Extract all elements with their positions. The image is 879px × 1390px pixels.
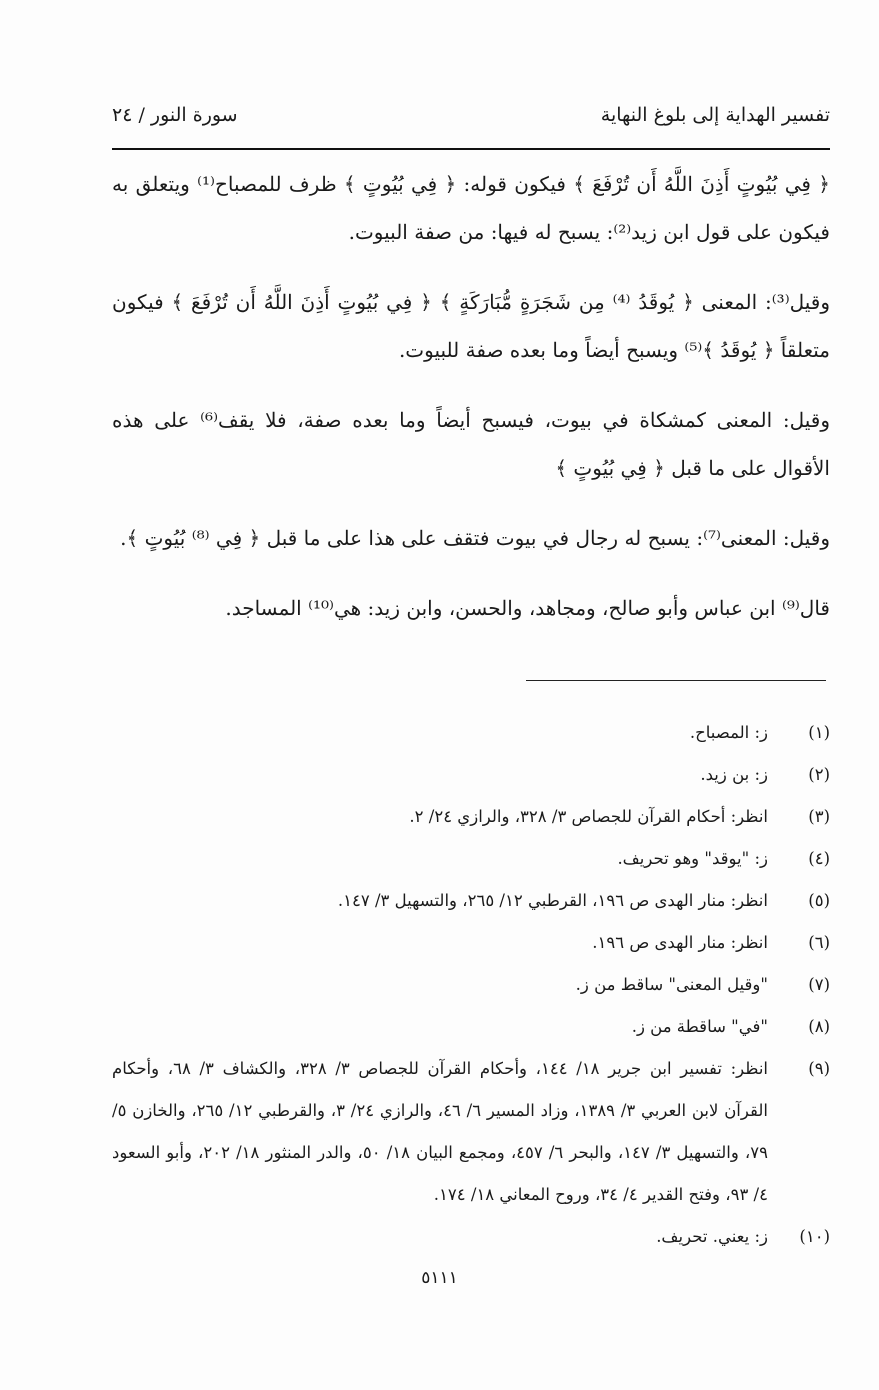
footnote-number: (٩) <box>808 1059 830 1078</box>
footnote <box>112 964 830 1006</box>
footnote <box>112 1216 830 1258</box>
main-text <box>112 160 830 654</box>
footnote-number: (٨) <box>808 1017 830 1036</box>
paragraph-3: وقيل: المعنى كمشكاة في بيوت، فيسبح أيضاً وما بعده صفة، فلا يقف⁽⁶⁾ على هذه الأقوال على ما قبل ﴿ فِي بُيُوتٍ ﴾ <box>112 408 831 480</box>
footnote-number: (١) <box>808 723 830 742</box>
paragraph-1: ﴿ فِي بُيُوتٍ أَذِنَ اللَّهُ أَن تُرْفَعَ ﴾ فيكون قوله: ﴿ فِي بُيُوتٍ ﴾ ظرف للمصباح⁽¹⁾ ويتعلق به فيكون على قول ابن زيد⁽²⁾: يسبح له فيها: من صفة البيوت. <box>112 172 831 244</box>
footnote <box>112 1006 830 1048</box>
running-header <box>112 104 830 144</box>
surah-label: سورة النور / ٢٤ <box>112 104 238 126</box>
footnote-text: ز: "يوقد" وهو تحريف. <box>617 849 768 868</box>
footnote-text: "في" ساقطة من ز. <box>631 1017 768 1036</box>
footnote-separator <box>526 680 826 681</box>
footnote <box>112 880 830 922</box>
footnote-text: ز: المصباح. <box>689 723 768 742</box>
footnote-number: (٣) <box>808 807 830 826</box>
footnote-number: (٦) <box>808 933 830 952</box>
header-rule <box>112 148 830 150</box>
footnote-number: (٢) <box>808 765 830 784</box>
footnote-text: انظر: أحكام القرآن للجصاص ٣/ ٣٢٨، والرازي ٢٤/ ٢. <box>409 807 768 826</box>
footnote-text: ز: بن زيد. <box>700 765 768 784</box>
footnote-text: انظر: منار الهدى ص ١٩٦، القرطبي ١٢/ ٢٦٥، والتسهيل ٣/ ١٤٧. <box>337 891 768 910</box>
footnote-number: (٧) <box>808 975 830 994</box>
book-title: تفسير الهداية إلى بلوغ النهاية <box>600 104 830 126</box>
footnote <box>112 796 830 838</box>
footnote <box>112 922 830 964</box>
paragraph-4: وقيل: المعنى⁽⁷⁾: يسبح له رجال في بيوت فتقف على هذا على ما قبل ﴿ فِي ⁽⁸⁾ بُيُوتٍ ﴾. <box>120 526 830 550</box>
footnote <box>112 838 830 880</box>
footnote-text: انظر: تفسير ابن جرير ١٨/ ١٤٤، وأحكام القرآن للجصاص ٣/ ٣٢٨، والكشاف ٣/ ٦٨، وأحكام القرآن لابن العربي ٣/ ١٣٨٩، وزاد المسير ٦/ ٤٦، والرازي ٢٤/ ٣، والقرطبي ١٢/ ٢٦٥، والخازن ٥/ ٧٩، والتسهيل ٣/ ١٤٧، والبحر ٦/ ٤٥٧، ومجمع البيان ١٨/ ٥٠، والدر المنثور ١٨/ ٢٠٢، وأبو السعود ٤/ ٩٣، وفتح القدير ٤/ ٣٤، وروح المعاني ١٨/ ١٧٤. <box>112 1059 768 1204</box>
footnote <box>112 1048 830 1216</box>
page-number: ٥١١١ <box>421 1268 458 1288</box>
footnote-number: (٥) <box>808 891 830 910</box>
paragraph-5: قال⁽⁹⁾ ابن عباس وأبو صالح، ومجاهد، والحسن، وابن زيد: هي⁽¹⁰⁾ المساجد. <box>225 596 830 620</box>
footnote-number: (٤) <box>808 849 830 868</box>
footnotes <box>112 712 830 1258</box>
footnote <box>112 712 830 754</box>
footnote-text: "وقيل المعنى" ساقط من ز. <box>575 975 768 994</box>
footnote-text: انظر: منار الهدى ص ١٩٦. <box>592 933 768 952</box>
footnote-text: ز: يعني. تحريف. <box>656 1227 768 1246</box>
paragraph-2: وقيل⁽³⁾: المعنى ﴿ يُوقَدُ ⁽⁴⁾ مِن شَجَرَةٍ مُّبَارَكَةٍ ﴾ ﴿ فِي بُيُوتٍ أَذِنَ اللَّهُ أَن تُرْفَعَ ﴾ فيكون متعلقاً ﴿ يُوقَدُ ﴾⁽⁵⁾ ويسبح أيضاً وما بعده صفة للبيوت. <box>112 290 830 362</box>
footnote-number: (١٠) <box>799 1227 830 1246</box>
footnote <box>112 754 830 796</box>
